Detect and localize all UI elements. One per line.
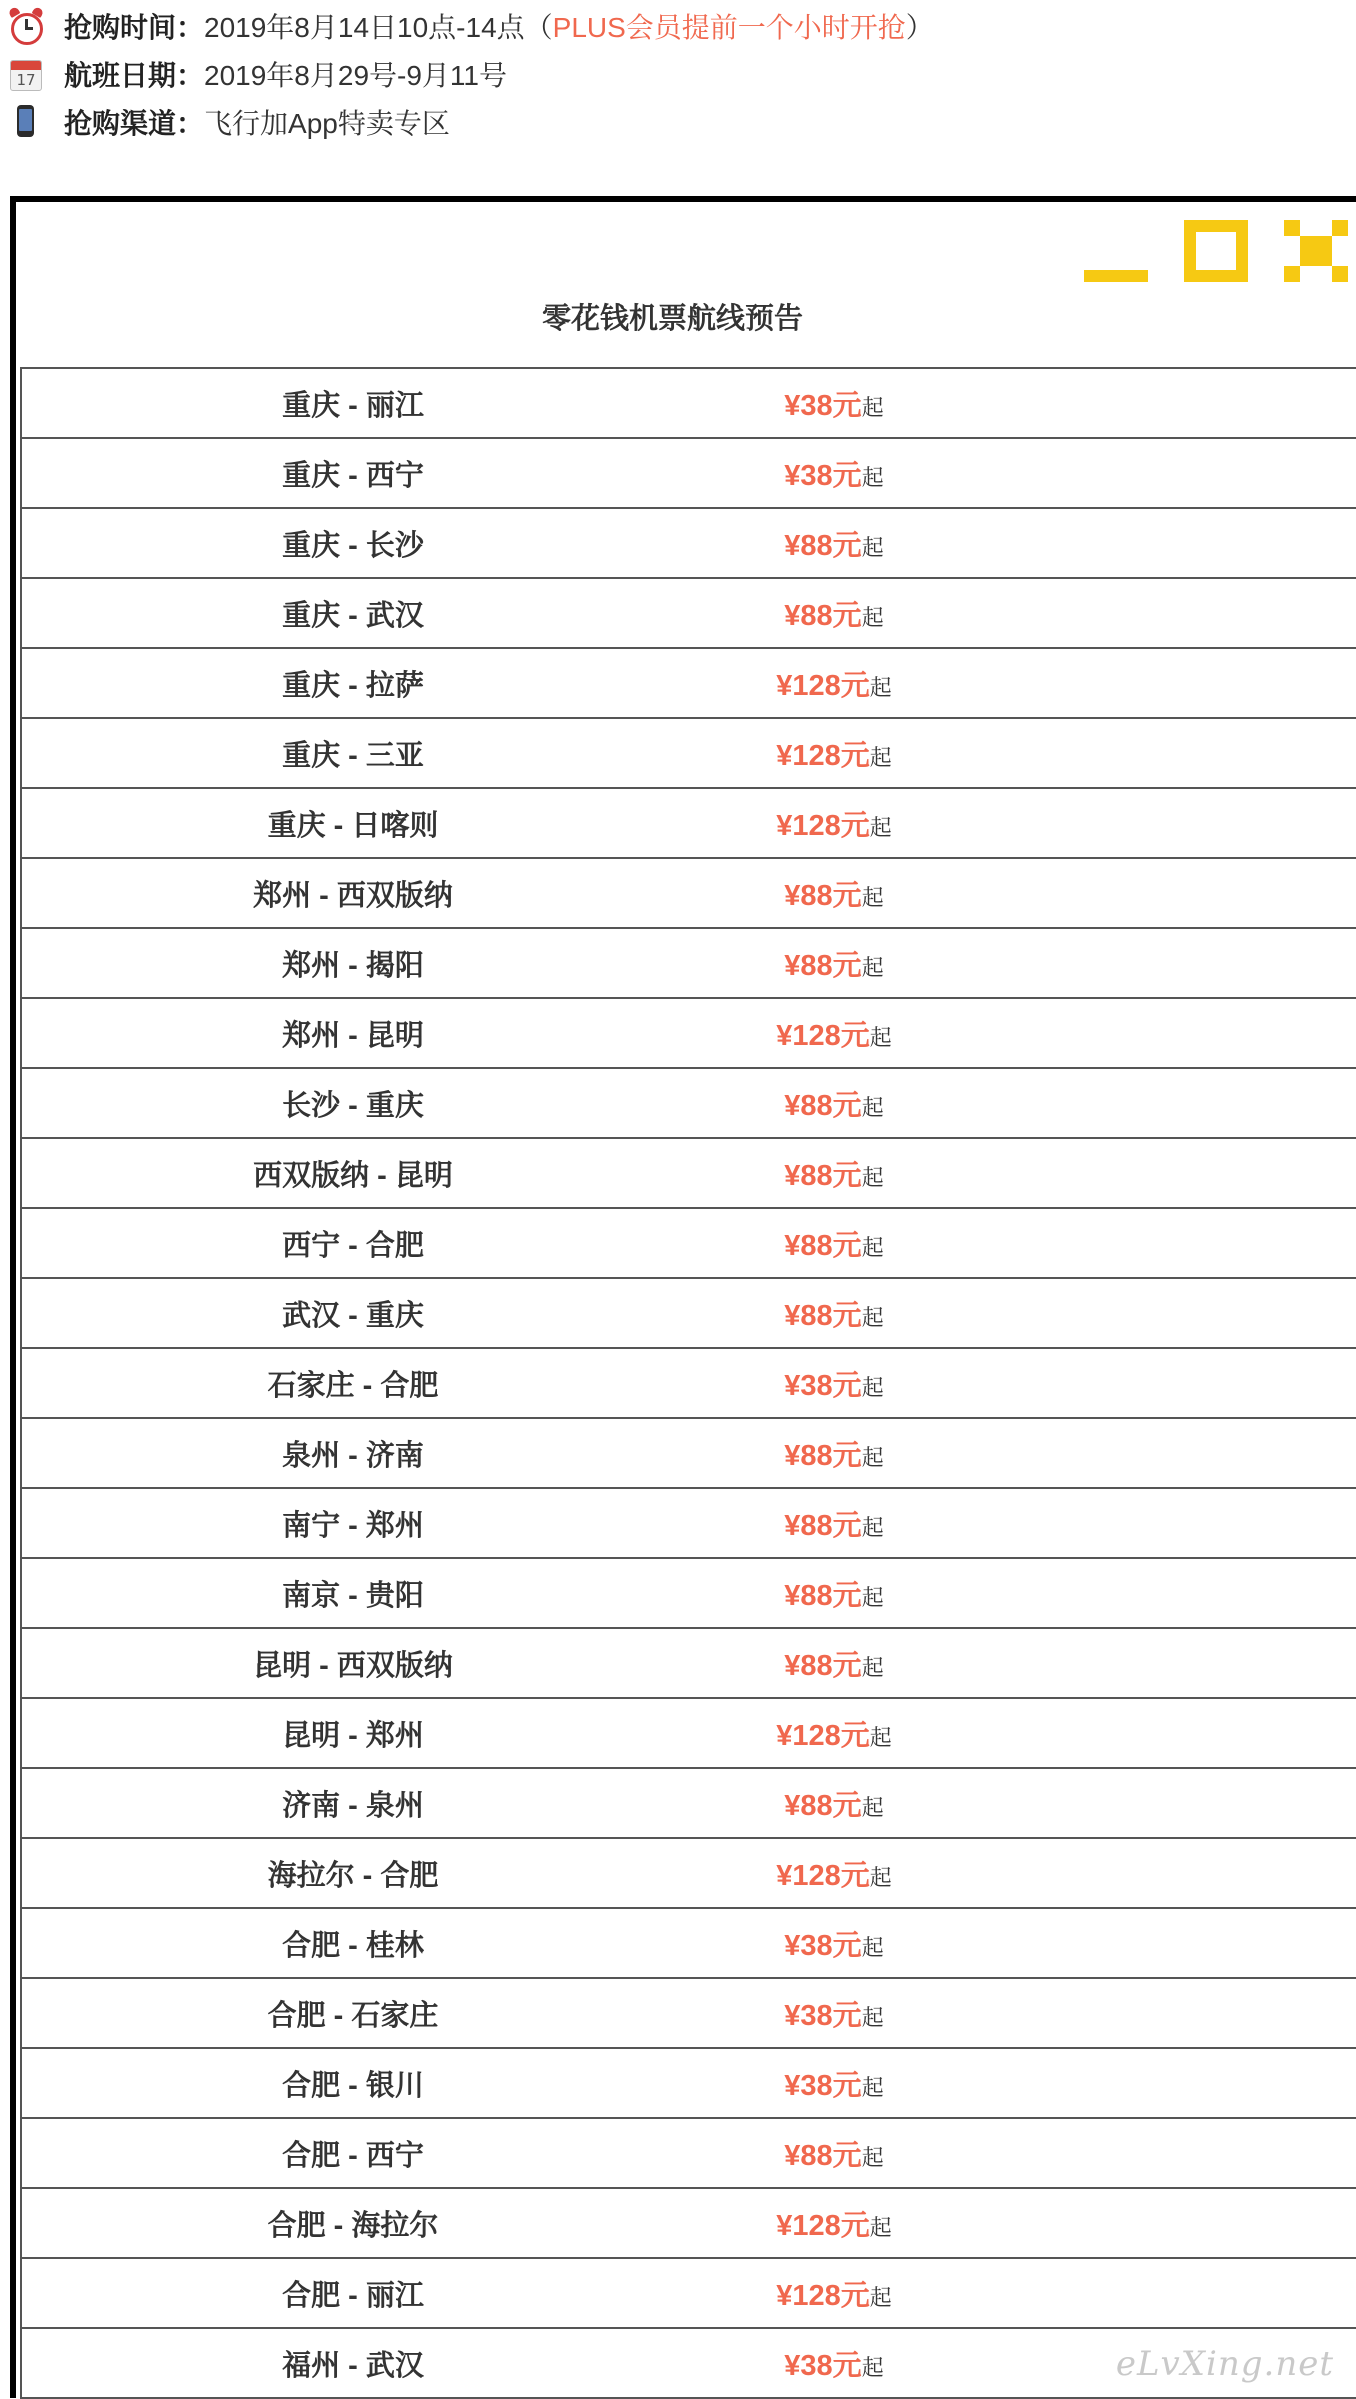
table-row bbox=[21, 1208, 1356, 1278]
table-row bbox=[21, 1348, 1356, 1418]
price-suffix: 起 bbox=[861, 2074, 884, 2100]
price-amount: ¥128元 bbox=[776, 669, 870, 702]
route-cell: 合肥 - 石家庄 bbox=[21, 1978, 684, 2048]
table-row bbox=[21, 1768, 1356, 1838]
flight-date-line bbox=[8, 50, 507, 98]
price-amount: ¥38元 bbox=[784, 2069, 862, 2102]
price-amount: ¥88元 bbox=[784, 1089, 862, 1122]
price-amount: ¥88元 bbox=[784, 1299, 862, 1332]
table-row bbox=[21, 2048, 1356, 2118]
price-amount: ¥38元 bbox=[784, 1369, 862, 1402]
table-row bbox=[21, 648, 1356, 718]
price-amount: ¥88元 bbox=[784, 1439, 862, 1472]
price-amount: ¥88元 bbox=[784, 529, 862, 562]
table-row bbox=[21, 508, 1356, 578]
price-amount: ¥88元 bbox=[784, 1159, 862, 1192]
price-cell bbox=[684, 858, 1356, 928]
table-row bbox=[21, 438, 1356, 508]
price-amount: ¥128元 bbox=[776, 2209, 870, 2242]
route-cell: 南宁 - 郑州 bbox=[21, 1488, 684, 1558]
price-suffix: 起 bbox=[861, 394, 884, 420]
price-cell bbox=[684, 928, 1356, 998]
table-row bbox=[21, 578, 1356, 648]
route-table bbox=[20, 367, 1356, 2399]
route-cell: 合肥 - 桂林 bbox=[21, 1908, 684, 1978]
price-amount: ¥38元 bbox=[784, 1929, 862, 1962]
route-cell: 西双版纳 - 昆明 bbox=[21, 1138, 684, 1208]
price-suffix: 起 bbox=[869, 744, 892, 770]
table-row bbox=[21, 1978, 1356, 2048]
price-cell bbox=[684, 1488, 1356, 1558]
price-amount: ¥128元 bbox=[776, 739, 870, 772]
price-cell bbox=[684, 2048, 1356, 2118]
window-controls bbox=[1048, 220, 1348, 280]
price-suffix: 起 bbox=[861, 1934, 884, 1960]
price-cell bbox=[684, 368, 1356, 438]
price-suffix: 起 bbox=[861, 1654, 884, 1680]
route-cell: 重庆 - 日喀则 bbox=[21, 788, 684, 858]
flight-date-label: 航班日期： bbox=[64, 60, 205, 91]
route-cell: 合肥 - 西宁 bbox=[21, 2118, 684, 2188]
price-cell bbox=[684, 788, 1356, 858]
table-row bbox=[21, 1068, 1356, 1138]
price-suffix: 起 bbox=[861, 1794, 884, 1820]
price-amount: ¥128元 bbox=[776, 809, 870, 842]
price-amount: ¥128元 bbox=[776, 1019, 870, 1052]
route-cell: 重庆 - 武汉 bbox=[21, 578, 684, 648]
sale-channel-label: 抢购渠道： bbox=[64, 108, 205, 139]
phone-icon bbox=[8, 104, 44, 140]
price-suffix: 起 bbox=[861, 1304, 884, 1330]
price-suffix: 起 bbox=[861, 2144, 884, 2170]
route-cell: 泉州 - 济南 bbox=[21, 1418, 684, 1488]
sale-time-value: 2019年8月14日10点-14点（ bbox=[204, 12, 553, 43]
price-amount: ¥128元 bbox=[776, 1859, 870, 1892]
price-suffix: 起 bbox=[869, 1024, 892, 1050]
watermark: eLvXing.net bbox=[1115, 2344, 1334, 2384]
table-row bbox=[21, 1278, 1356, 1348]
route-cell: 海拉尔 - 合肥 bbox=[21, 1838, 684, 1908]
price-suffix: 起 bbox=[861, 534, 884, 560]
route-cell: 重庆 - 西宁 bbox=[21, 438, 684, 508]
route-cell: 昆明 - 郑州 bbox=[21, 1698, 684, 1768]
route-cell: 重庆 - 拉萨 bbox=[21, 648, 684, 718]
price-suffix: 起 bbox=[861, 464, 884, 490]
price-suffix: 起 bbox=[861, 1234, 884, 1260]
calendar-number: 17 bbox=[16, 71, 36, 89]
price-suffix: 起 bbox=[861, 954, 884, 980]
table-row bbox=[21, 1558, 1356, 1628]
route-cell: 合肥 - 银川 bbox=[21, 2048, 684, 2118]
table-row bbox=[21, 1838, 1356, 1908]
price-cell bbox=[684, 1768, 1356, 1838]
table-row bbox=[21, 2258, 1356, 2328]
price-amount: ¥88元 bbox=[784, 879, 862, 912]
route-cell: 长沙 - 重庆 bbox=[21, 1068, 684, 1138]
price-suffix: 起 bbox=[869, 814, 892, 840]
route-cell: 济南 - 泉州 bbox=[21, 1768, 684, 1838]
price-cell bbox=[684, 1908, 1356, 1978]
route-cell: 昆明 - 西双版纳 bbox=[21, 1628, 684, 1698]
price-suffix: 起 bbox=[861, 1584, 884, 1610]
price-cell bbox=[684, 578, 1356, 648]
table-row bbox=[21, 2188, 1356, 2258]
price-amount: ¥88元 bbox=[784, 1649, 862, 1682]
route-cell: 石家庄 - 合肥 bbox=[21, 1348, 684, 1418]
route-cell: 重庆 - 长沙 bbox=[21, 508, 684, 578]
route-cell: 合肥 - 丽江 bbox=[21, 2258, 684, 2328]
price-cell bbox=[684, 648, 1356, 718]
price-suffix: 起 bbox=[861, 1094, 884, 1120]
price-suffix: 起 bbox=[861, 2004, 884, 2030]
sale-time-label: 抢购时间： bbox=[64, 12, 205, 43]
table-row bbox=[21, 1628, 1356, 1698]
price-cell bbox=[684, 2188, 1356, 2258]
price-amount: ¥38元 bbox=[784, 459, 862, 492]
table-title bbox=[16, 290, 1356, 336]
price-cell bbox=[684, 1628, 1356, 1698]
table-row bbox=[21, 858, 1356, 928]
price-amount: ¥88元 bbox=[784, 1579, 862, 1612]
price-cell bbox=[684, 1418, 1356, 1488]
route-cell: 郑州 - 揭阳 bbox=[21, 928, 684, 998]
price-amount: ¥88元 bbox=[784, 2139, 862, 2172]
price-cell bbox=[684, 1978, 1356, 2048]
route-window bbox=[10, 196, 1356, 2398]
plus-member-note: PLUS会员提前一个小时开抢 bbox=[552, 12, 906, 43]
price-suffix: 起 bbox=[869, 1864, 892, 1890]
price-amount: ¥128元 bbox=[776, 1719, 870, 1752]
route-cell: 郑州 - 昆明 bbox=[21, 998, 684, 1068]
price-amount: ¥88元 bbox=[784, 599, 862, 632]
price-amount: ¥38元 bbox=[784, 2349, 862, 2382]
price-cell bbox=[684, 1558, 1356, 1628]
price-suffix: 起 bbox=[861, 2354, 884, 2380]
price-amount: ¥38元 bbox=[784, 1999, 862, 2032]
route-cell: 武汉 - 重庆 bbox=[21, 1278, 684, 1348]
sale-time-line bbox=[8, 2, 934, 50]
price-cell bbox=[684, 2258, 1356, 2328]
price-suffix: 起 bbox=[861, 1374, 884, 1400]
price-suffix: 起 bbox=[861, 1164, 884, 1190]
price-cell bbox=[684, 1068, 1356, 1138]
table-row bbox=[21, 1138, 1356, 1208]
table-row bbox=[21, 1908, 1356, 1978]
route-cell: 西宁 - 合肥 bbox=[21, 1208, 684, 1278]
price-suffix: 起 bbox=[869, 2284, 892, 2310]
maximize-icon[interactable] bbox=[1184, 220, 1248, 280]
table-row bbox=[21, 788, 1356, 858]
price-cell bbox=[684, 1208, 1356, 1278]
calendar-icon bbox=[8, 56, 44, 92]
sale-channel-value: 飞行加App特卖专区 bbox=[204, 108, 450, 139]
price-amount: ¥88元 bbox=[784, 1229, 862, 1262]
route-cell: 郑州 - 西双版纳 bbox=[21, 858, 684, 928]
table-row bbox=[21, 1698, 1356, 1768]
price-amount: ¥38元 bbox=[784, 389, 862, 422]
route-cell: 福州 - 武汉 bbox=[21, 2328, 684, 2398]
price-cell bbox=[684, 1278, 1356, 1348]
price-suffix: 起 bbox=[861, 604, 884, 630]
price-cell bbox=[684, 2118, 1356, 2188]
price-cell bbox=[684, 1138, 1356, 1208]
price-amount: ¥88元 bbox=[784, 1509, 862, 1542]
table-row bbox=[21, 718, 1356, 788]
sale-time-close: ） bbox=[905, 12, 934, 43]
price-suffix: 起 bbox=[869, 674, 892, 700]
flight-date-value: 2019年8月29号-9月11号 bbox=[204, 60, 507, 91]
table-row bbox=[21, 1418, 1356, 1488]
route-cell: 南京 - 贵阳 bbox=[21, 1558, 684, 1628]
table-row bbox=[21, 368, 1356, 438]
route-cell: 重庆 - 丽江 bbox=[21, 368, 684, 438]
price-suffix: 起 bbox=[861, 1444, 884, 1470]
minimize-icon[interactable] bbox=[1084, 220, 1148, 280]
price-suffix: 起 bbox=[869, 1724, 892, 1750]
table-row bbox=[21, 1488, 1356, 1558]
route-cell: 合肥 - 海拉尔 bbox=[21, 2188, 684, 2258]
price-cell bbox=[684, 508, 1356, 578]
price-cell bbox=[684, 438, 1356, 508]
price-amount: ¥128元 bbox=[776, 2279, 870, 2312]
close-icon[interactable] bbox=[1284, 220, 1348, 280]
price-cell bbox=[684, 1838, 1356, 1908]
price-cell bbox=[684, 998, 1356, 1068]
price-cell bbox=[684, 1348, 1356, 1418]
table-row bbox=[21, 2118, 1356, 2188]
alarm-clock-icon bbox=[8, 8, 44, 44]
price-suffix: 起 bbox=[861, 884, 884, 910]
table-row bbox=[21, 998, 1356, 1068]
price-suffix: 起 bbox=[869, 2214, 892, 2240]
table-title-text: 零花钱机票航线预告 bbox=[542, 303, 804, 335]
price-amount: ¥88元 bbox=[784, 949, 862, 982]
route-cell: 重庆 - 三亚 bbox=[21, 718, 684, 788]
table-row bbox=[21, 928, 1356, 998]
sale-channel-line bbox=[8, 98, 450, 146]
price-amount: ¥88元 bbox=[784, 1789, 862, 1822]
price-cell bbox=[684, 1698, 1356, 1768]
price-cell bbox=[684, 718, 1356, 788]
price-suffix: 起 bbox=[861, 1514, 884, 1540]
